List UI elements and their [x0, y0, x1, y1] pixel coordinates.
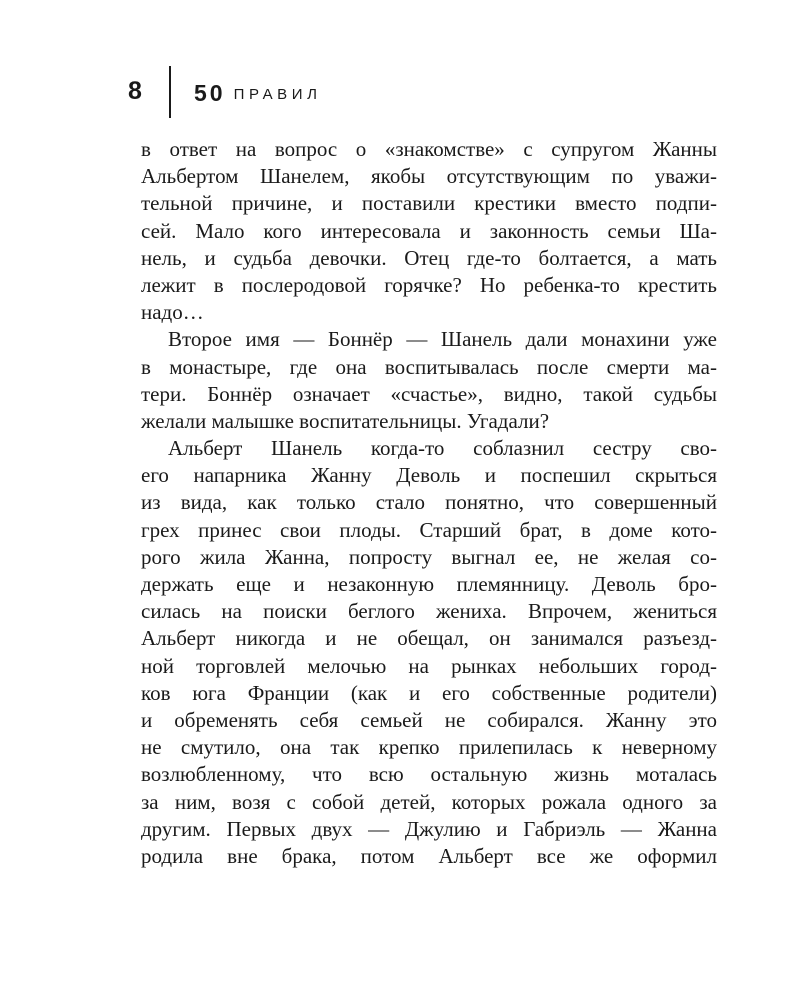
- text-line: грех принес свои плоды. Старший брат, в доме кото-: [141, 517, 717, 542]
- text-line: родила вне брака, потом Альберт все же оформил: [141, 843, 717, 868]
- text-line: не смутило, она так крепко прилепилась к неверному: [141, 735, 717, 760]
- paragraph-1: [141, 136, 717, 326]
- running-title-word: ПРАВИЛ: [233, 86, 322, 103]
- text-line: рого жила Жанна, попросту выгнал ее, не желая со-: [141, 544, 717, 569]
- text-line: сей. Мало кого интересовала и законность семьи Ша-: [141, 218, 717, 243]
- header-divider: [169, 66, 171, 118]
- text-line: Второе имя — Боннёр — Шанель дали монахини уже: [168, 327, 717, 352]
- paragraph-3: [141, 435, 717, 870]
- running-title: [194, 78, 322, 112]
- text-line: желали малышке воспитательницы. Угадали?: [141, 408, 550, 433]
- text-line: в монастыре, где она воспитывалась после смерти ма-: [141, 354, 717, 379]
- body-text: [141, 136, 717, 870]
- text-line: держать еще и незаконную племянницу. Деволь бро-: [141, 572, 717, 596]
- text-line: в ответ на вопрос о «знакомстве» с супругом Жанны: [141, 137, 717, 161]
- text-line: Альбертом Шанелем, якобы отсутствующим по уважи-: [141, 164, 717, 189]
- text-line: и обременять себя семьей не собирался. Жанну это: [141, 707, 717, 732]
- text-line: ной торговлей мелочью на рынках небольших город-: [141, 653, 717, 678]
- text-line: Альберт Шанель когда-то соблазнил сестру сво-: [168, 436, 717, 461]
- text-line: лежит в послеродовой горячке? Но ребенка-то крестить: [141, 272, 717, 297]
- text-line: из вида, как только стало понятно, что совершенный: [141, 490, 717, 515]
- page-number: 8: [128, 77, 142, 105]
- text-line: ков юга Франции (как и его собственные родители): [141, 680, 717, 705]
- text-line: тельной причине, и поставили крестики вместо подпи-: [141, 191, 717, 216]
- running-title-number: 50: [194, 80, 226, 106]
- text-line: его напарника Жанну Деволь и поспешил скрыться: [141, 463, 717, 488]
- text-line: тери. Боннёр означает «счастье», видно, такой судьбы: [141, 381, 717, 406]
- running-header: [0, 0, 800, 130]
- text-line: другим. Первых двух — Джулию и Габриэль — Жанна: [141, 816, 717, 841]
- text-line: силась на поиски беглого жениха. Впрочем, жениться: [141, 599, 717, 624]
- text-line: Альберт никогда и не обещал, он занимался разъезд-: [141, 626, 717, 651]
- text-line: надо…: [141, 300, 204, 325]
- text-line: за ним, возя с собой детей, которых рожала одного за: [141, 789, 717, 814]
- text-line: возлюбленному, что всю остальную жизнь моталась: [141, 762, 717, 787]
- text-line: нель, и судьба девочки. Отец где-то болтается, а мать: [141, 245, 717, 270]
- paragraph-2: [141, 326, 717, 435]
